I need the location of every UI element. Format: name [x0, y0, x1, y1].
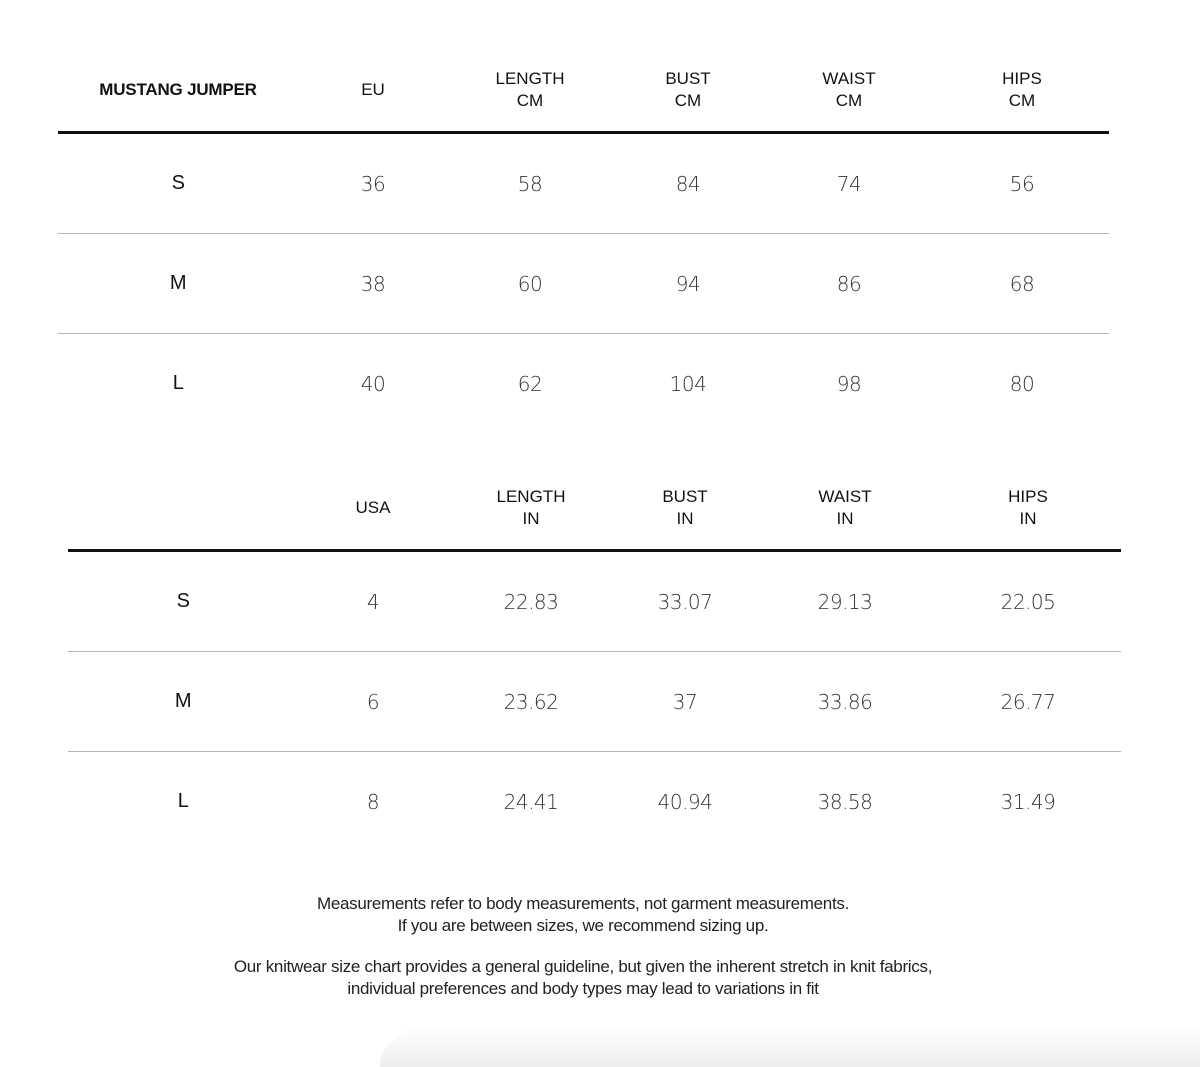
- length-value: 24.41: [503, 790, 559, 814]
- size-table-in: [68, 478, 1121, 851]
- header-label: HIPS: [1002, 69, 1042, 88]
- header-waist: [818, 486, 871, 530]
- length-value: 62: [517, 372, 543, 396]
- header-label: LENGTH: [495, 69, 565, 88]
- bust-value: 84: [675, 172, 701, 196]
- length-value: 22.83: [503, 590, 559, 614]
- waist-value: 38.58: [817, 790, 873, 814]
- bust-value: 104: [669, 372, 707, 396]
- header-unit: IN: [522, 509, 540, 528]
- bust-value: 94: [675, 272, 701, 296]
- header-label: LENGTH: [496, 487, 566, 506]
- usa-value: 4: [366, 590, 380, 614]
- usa-value: 8: [366, 790, 380, 814]
- header-length: [497, 486, 566, 530]
- waist-value: 29.13: [817, 590, 873, 614]
- header-hips: [1002, 68, 1042, 112]
- table-header: [58, 60, 1109, 134]
- header-label: USA: [355, 498, 391, 517]
- note-line: individual preferences and body types may lead to variations in fit: [347, 979, 819, 998]
- note-line: If you are between sizes, we recommend sizing up.: [397, 916, 769, 935]
- header-unit: CM: [1008, 91, 1036, 110]
- eu-value: 40: [360, 372, 386, 396]
- header-waist: [822, 68, 875, 112]
- bottom-shadow: [380, 1025, 1200, 1067]
- usa-value: 6: [366, 690, 380, 714]
- size-label: L: [177, 790, 189, 812]
- product-title: MUSTANG JUMPER: [99, 80, 257, 99]
- header-usa: [356, 497, 391, 519]
- waist-value: 86: [836, 272, 862, 296]
- eu-value: 38: [360, 272, 386, 296]
- header-unit: CM: [516, 91, 544, 110]
- length-value: 58: [517, 172, 543, 196]
- header-eu: [361, 79, 385, 101]
- waist-value: 98: [836, 372, 862, 396]
- header-unit: IN: [1019, 509, 1037, 528]
- header-hips: [1008, 486, 1048, 530]
- table-row: [58, 134, 1109, 234]
- header-unit: IN: [836, 509, 854, 528]
- header-unit: CM: [835, 91, 863, 110]
- header-label: WAIST: [822, 69, 876, 88]
- hips-value: 68: [1009, 272, 1035, 296]
- table-row: [58, 334, 1109, 433]
- table-row: [58, 234, 1109, 334]
- header-label: BUST: [662, 487, 708, 506]
- header-length: [496, 68, 565, 112]
- note-line: Measurements refer to body measurements, not garment measurements.: [316, 894, 849, 913]
- measurement-note: [0, 893, 1166, 937]
- eu-value: 36: [360, 172, 386, 196]
- bust-value: 37: [672, 690, 698, 714]
- hips-value: 31.49: [1000, 790, 1056, 814]
- header-unit: IN: [676, 509, 694, 528]
- header-label: EU: [361, 80, 385, 99]
- table-row: [68, 652, 1121, 752]
- waist-value: 33.86: [817, 690, 873, 714]
- waist-value: 74: [836, 172, 862, 196]
- size-label: S: [176, 590, 190, 612]
- note-line: Our knitwear size chart provides a general guideline, but given the inherent stretch in knit fabrics,: [233, 957, 933, 976]
- table-header: [68, 478, 1121, 552]
- bust-value: 33.07: [657, 590, 713, 614]
- size-label: M: [169, 272, 187, 294]
- header-bust: [665, 68, 710, 112]
- size-table-cm: [58, 60, 1109, 433]
- table-row: [68, 552, 1121, 652]
- size-label: M: [174, 690, 192, 712]
- header-label: HIPS: [1008, 487, 1048, 506]
- length-value: 60: [517, 272, 543, 296]
- bust-value: 40.94: [657, 790, 713, 814]
- length-value: 23.62: [503, 690, 559, 714]
- hips-value: 80: [1009, 372, 1035, 396]
- header-label: BUST: [665, 69, 711, 88]
- header-unit: CM: [674, 91, 702, 110]
- size-label: S: [171, 172, 185, 194]
- size-label: L: [172, 372, 184, 394]
- header-label: WAIST: [818, 487, 872, 506]
- header-bust: [662, 486, 707, 530]
- hips-value: 26.77: [1000, 690, 1056, 714]
- knitwear-note: [0, 956, 1166, 1000]
- hips-value: 56: [1009, 172, 1035, 196]
- table-row: [68, 752, 1121, 851]
- hips-value: 22.05: [1000, 590, 1056, 614]
